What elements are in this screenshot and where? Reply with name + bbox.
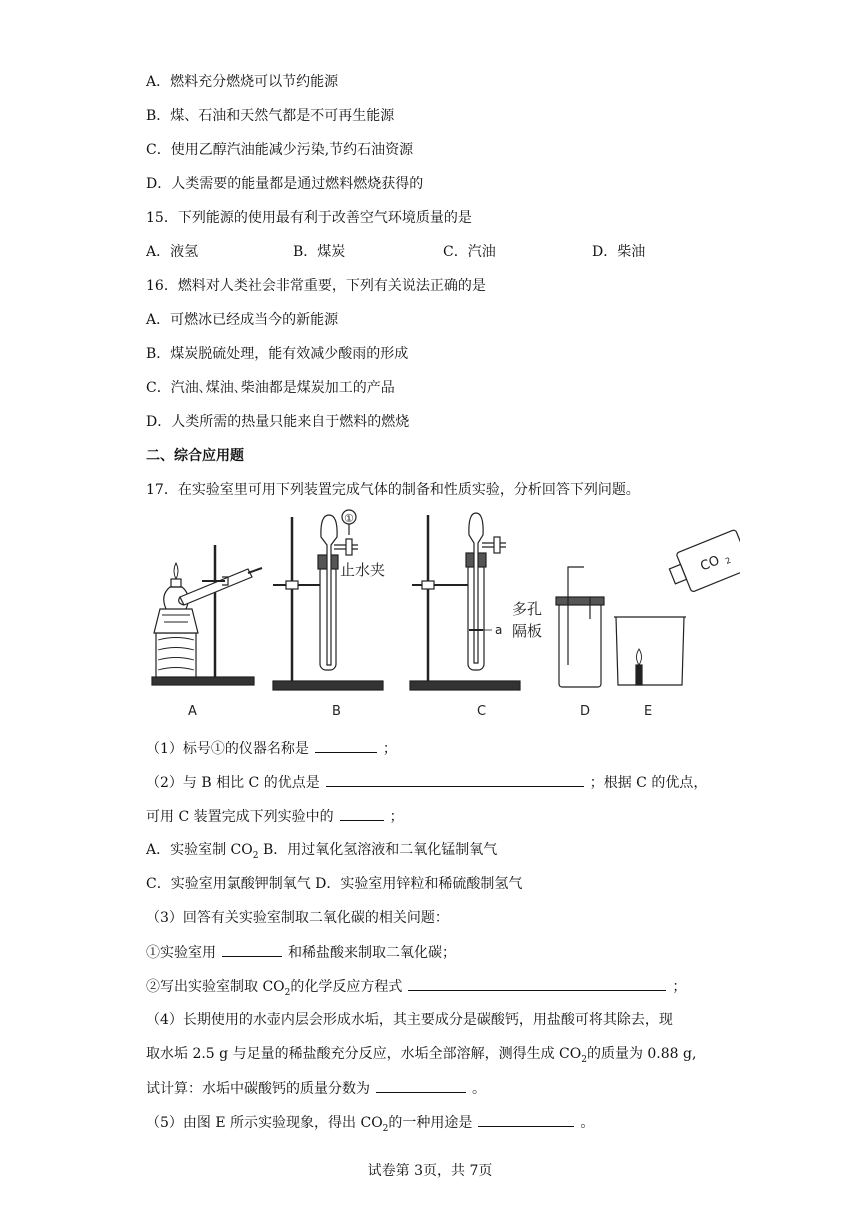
q15-option-a: A．液氢 — [146, 244, 199, 260]
answer-blank-2[interactable] — [326, 772, 584, 787]
label-co2: CO — [698, 553, 722, 575]
q14-option-b: B．煤、石油和天然气都是不可再生能源 — [146, 108, 395, 124]
q14-option-d: D．人类需要的能量都是通过燃料燃烧获得的 — [146, 176, 424, 192]
page-footer: 试卷第 3页，共 7页 — [367, 1163, 493, 1179]
q16-option-c: C．汽油､煤油､柴油都是煤炭加工的产品 — [146, 380, 395, 396]
apparatus-c — [410, 513, 542, 719]
apparatus-a — [152, 545, 262, 719]
q17-part3-stem: （3）回答有关实验室制取二氧化碳的相关问题： — [146, 910, 449, 926]
label-a: A — [188, 704, 197, 719]
answer-blank-5[interactable] — [408, 976, 666, 991]
label-porous-1: 多孔 — [512, 600, 543, 618]
q15-option-d: D．柴油 — [592, 244, 646, 260]
answer-blank-7[interactable] — [478, 1112, 574, 1127]
q15-stem: 15．下列能源的使用最有利于改善空气环境质量的是 — [146, 210, 472, 226]
label-circle-1: ① — [344, 512, 354, 525]
q17-part2-options-cd: C．实验室用氯酸钾制氧气 D．实验室用锌粒和稀硫酸制氢气 — [146, 876, 523, 892]
label-porous-2: 隔板 — [512, 622, 543, 640]
q17-stem: 17．在实验室里可用下列装置完成气体的制备和性质实验，分析回答下列问题。 — [146, 482, 640, 498]
q17-part3-2: ②写出实验室制取 $CO_2$的化学反应方程式 ； — [146, 976, 686, 1003]
answer-blank-4[interactable] — [222, 942, 282, 957]
apparatus-d — [556, 567, 604, 719]
apparatus-b — [273, 510, 385, 719]
q17-part2: （2）与 B 相比 C 的优点是 ；根据 C 的优点， — [146, 772, 707, 793]
q14-option-a: A．燃料充分燃烧可以节约能源 — [146, 74, 339, 90]
label-e: E — [644, 704, 653, 719]
answer-blank-6[interactable] — [376, 1078, 466, 1093]
label-c: C — [477, 704, 487, 719]
q17-part4-line1: （4）长期使用的水壶内层会形成水垢，其主要成分是碳酸钙，用盐酸可将其除去，现 — [146, 1012, 673, 1028]
q17-part3-1: ①实验室用 和稀盐酸来制取二氧化碳； — [146, 942, 456, 963]
q16-option-a: A．可燃冰已经成当今的新能源 — [146, 312, 339, 328]
q17-part1: （1）标号①的仪器名称是 ； — [146, 738, 397, 759]
q14-option-c: C．使用乙醇汽油能减少污染,节约石油资源 — [146, 142, 414, 158]
q16-option-b: B．煤炭脱硫处理，能有效减少酸雨的形成 — [146, 346, 409, 362]
q17-part2-line2: 可用 C 装置完成下列实验中的 ； — [146, 806, 404, 827]
answer-blank-3[interactable] — [340, 806, 384, 821]
section-title: 二、综合应用题 — [146, 448, 244, 464]
q15-option-b: B．煤炭 — [293, 244, 346, 260]
q16-option-d: D．人类所需的热量只能来自于燃料的燃烧 — [146, 414, 410, 430]
q17-part4-line2: 取水垢 2.5 g 与足量的稀盐酸充分反应，水垢全部溶解，测得生成 $CO_2$的质量为 0.88 g, — [146, 1046, 697, 1065]
answer-blank-1[interactable] — [315, 738, 377, 753]
label-co2-sub: 2 — [724, 555, 733, 566]
label-d: D — [580, 704, 591, 719]
q17-part5: （5）由图 E 所示实验现象，得出 $CO_2$的一种用途是 。 — [146, 1112, 594, 1139]
q15-option-c: C．汽油 — [443, 244, 496, 260]
apparatus-figure — [140, 505, 740, 730]
label-a-point: a — [495, 623, 503, 637]
q17-part4-line3: 试计算：水垢中碳酸钙的质量分数为 。 — [146, 1078, 486, 1099]
label-b: B — [332, 704, 341, 719]
label-clip: 止水夹 — [340, 561, 386, 579]
apparatus-e — [614, 529, 740, 719]
q17-part2-options-ab: A．实验室制 $CO_2$ B．用过氧化氢溶液和二氧化锰制氧气 — [146, 842, 498, 861]
q16-stem: 16．燃料对人类社会非常重要，下列有关说法正确的是 — [146, 278, 486, 294]
